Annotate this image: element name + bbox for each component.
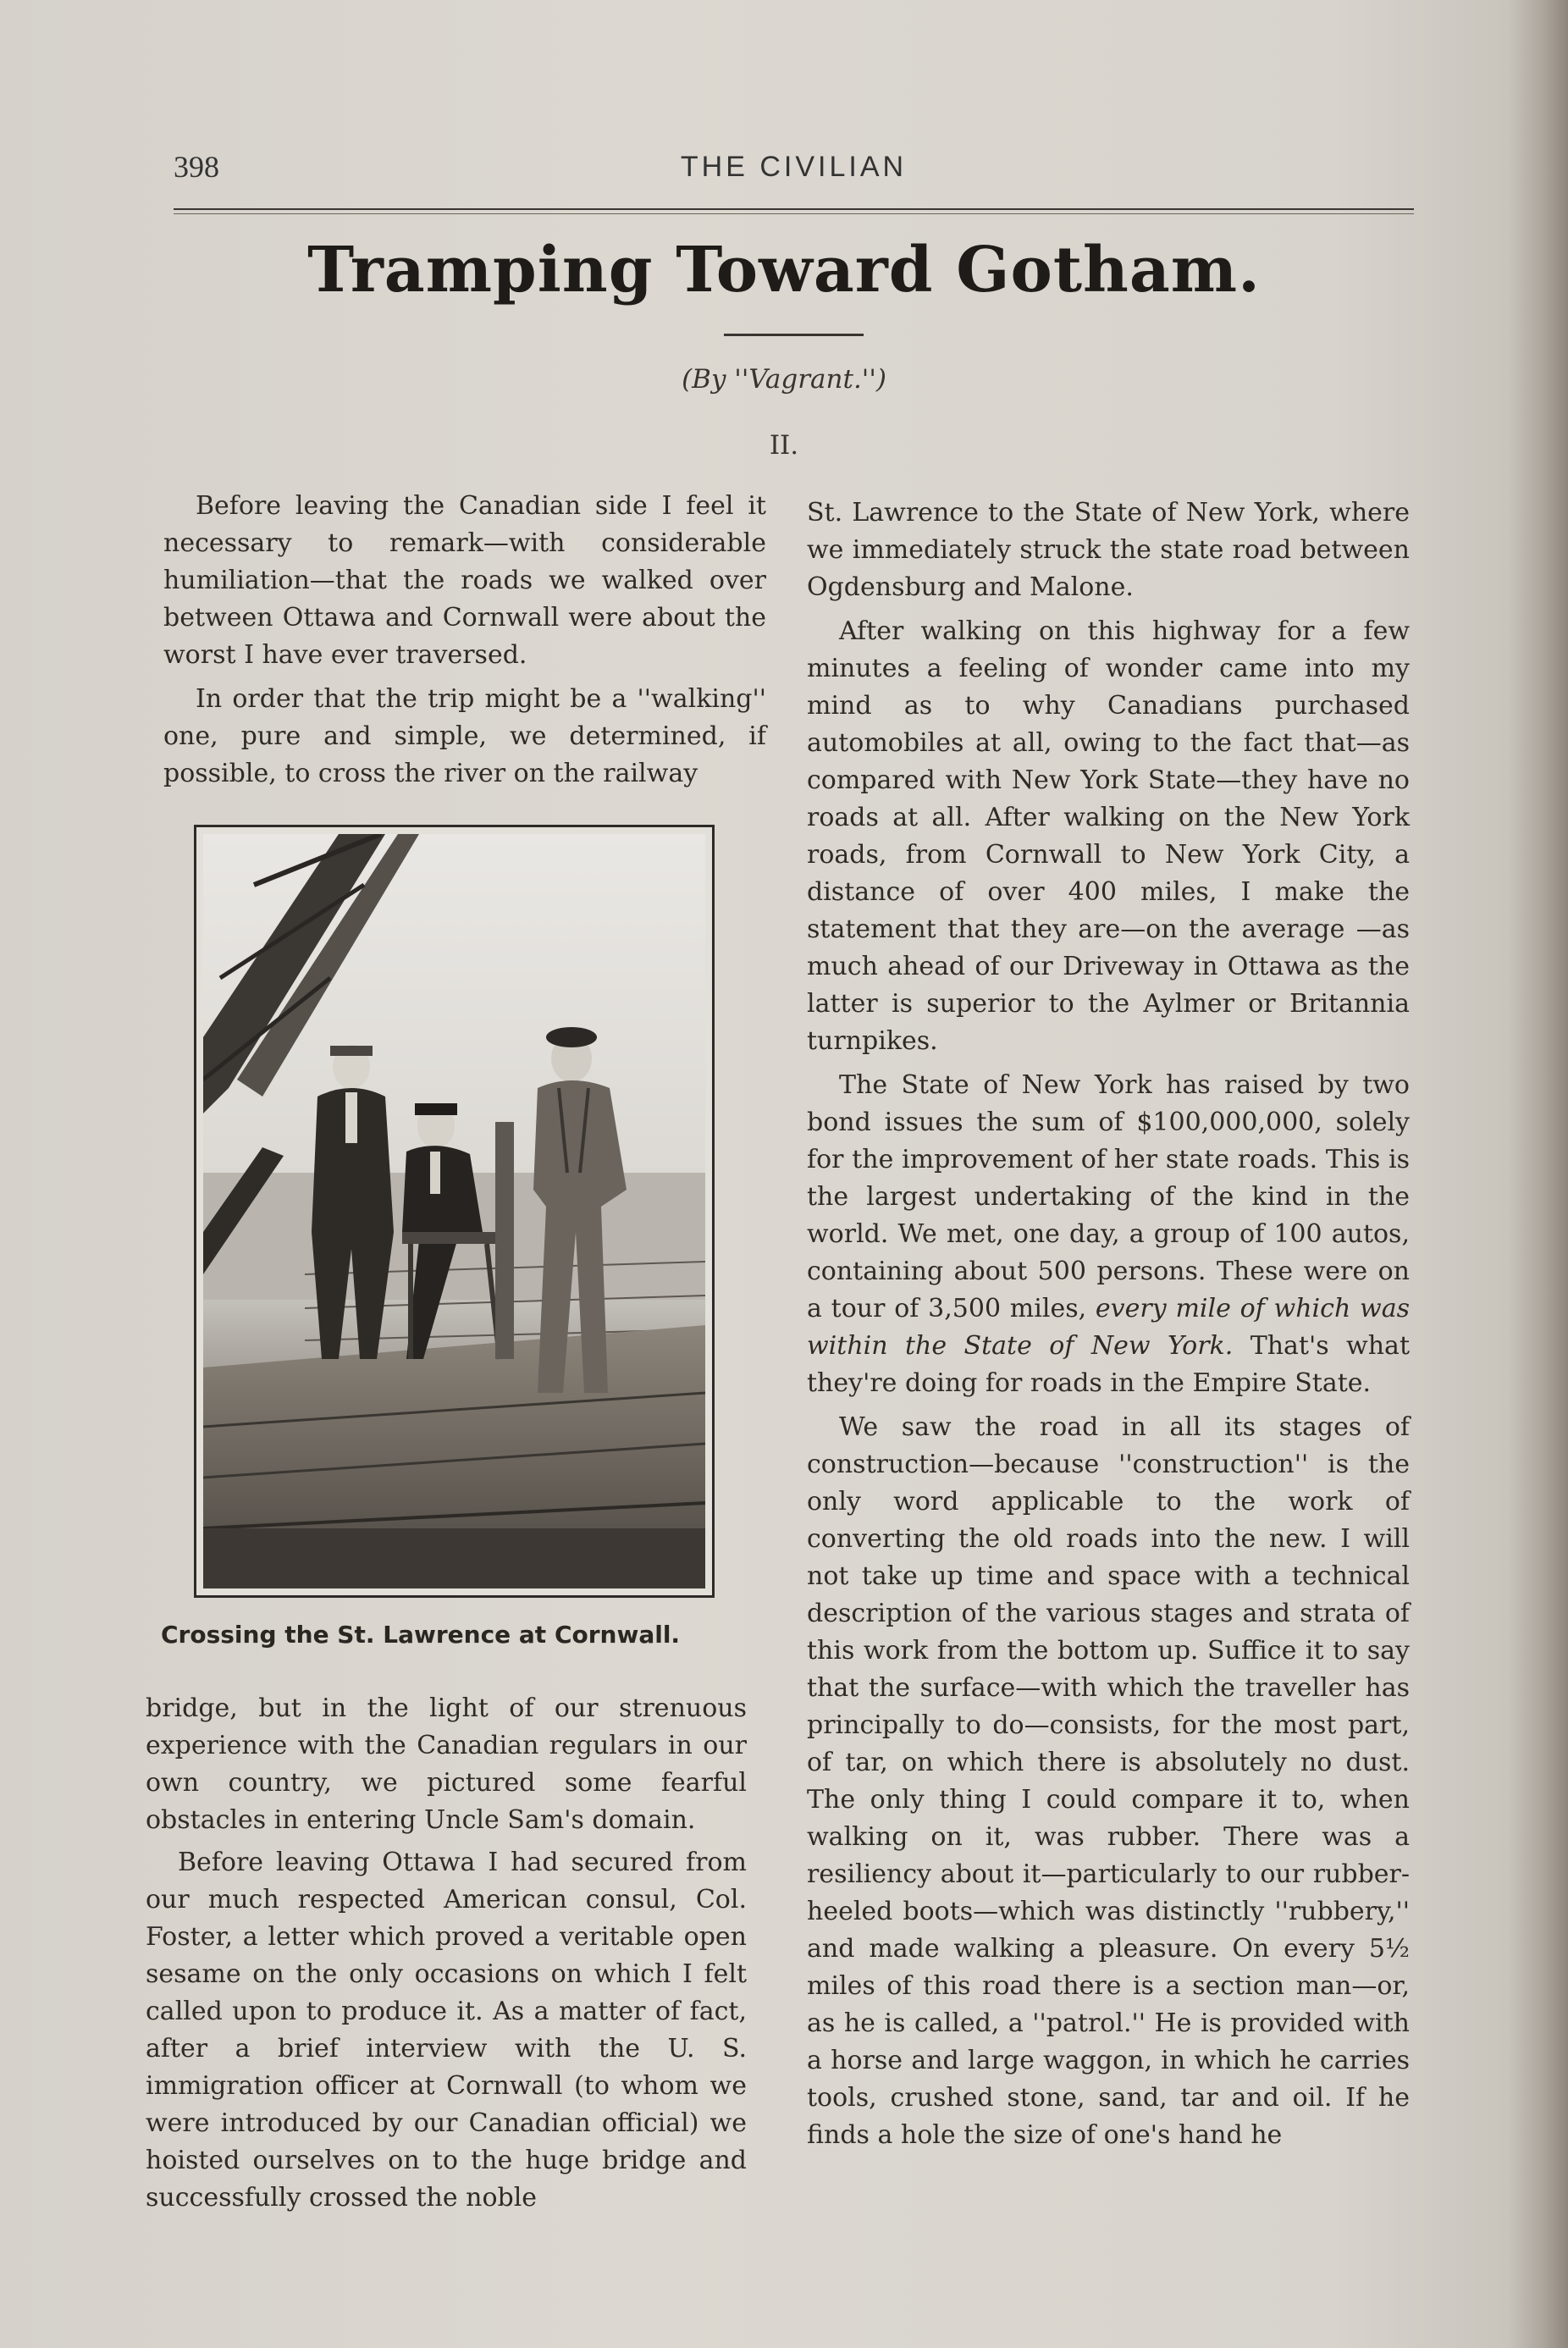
text-run: That's what they're doing for roads in the Empire State. [807,1331,1410,1398]
paragraph: bridge, but in the light of our strenuous experience with the Canadian regulars in our own country, we pictured some fearful obstacles in entering Uncle Sam's domain. [146,1693,747,1835]
header-rule-thin [174,213,1414,214]
emphasis-text: every mile of which was within the State of New York. [807,1294,1410,1361]
page-header [174,149,1414,183]
article-byline: (By ''Vagrant.'') [682,364,886,395]
paragraph: In order that the trip might be a ''walking'' one, pure and simple, we determined, if possible, to cross the river on the railway [163,684,766,788]
paragraph: After walking on this highway for a few minutes a feeling of wonder came into my mind as to why Canadians purchased automobiles at all, owing to the fact that—as compared with New York State—they have no roads at all. After walking on the New York roads, from Cornwall to New York City, a distance of over 400 miles, I make the statement that they are—on the average —as much ahead of our Driveway in Ottawa as the latter is superior to the Aylmer or Britannia turnpikes. [807,616,1410,1056]
photograph-frame [194,825,715,1598]
page-number: 398 [174,150,219,184]
paragraph: Before leaving Ottawa I had secured from our much respected American consul, Col. Foster, a letter which proved a veritable open sesame on the only occasions on which I felt called upon to produce it. As a matter of fact, after a brief interview with the U. S. immigration officer at Cornwall (to whom we were introduced by our Canadian official) we hoisted ourselves on to the huge bridge and successfully crossed the noble [146,1848,747,2213]
right-column [807,494,1410,2161]
running-title: THE CIVILIAN [680,151,908,183]
paragraph: We saw the road in all its stages of construction—because ''construction'' is the only word applicable to the work of converting the old roads into the new. I will not take up time and space with a technical description of the various stages and strata of this work from the bottom up. Suffice it to say that the surface—with which the traveller has principally to do—consists, for the most part, of tar, on which there is absolutely no dust. The only thing I could compare it to, when walking on it, was rubber. There was a resiliency about it—particularly to our rubber-heeled boots—which was distinctly ''rubbery,'' and made walking a pleasure. On every 5½ miles of this road there is a section man—or, as he is called, a ''patrol.'' He is provided with a horse and large waggon, in which he carries tools, crushed stone, sand, tar and oil. If he finds a hole the size of one's hand he [807,1412,1410,2150]
paragraph: St. Lawrence to the State of New York, where we immediately struck the state road between Ogdensburg and Malone. [807,498,1410,602]
paragraph [807,1067,1410,1402]
part-number: II. [769,430,799,461]
header-rule [174,208,1414,210]
figure-caption: Crossing the St. Lawrence at Cornwall. [161,1621,681,1649]
paragraph: Before leaving the Canadian side I feel it necessary to remark—with considerable humiliation—that the roads we walked over between Ottawa and Cornwall were about the worst I have ever traversed. [163,491,766,670]
bridge-photograph [203,834,705,1588]
title-divider [724,334,864,336]
left-column-top [163,488,766,799]
left-column-bottom [146,1690,747,2222]
article-title: Tramping Toward Gotham. [307,234,1261,307]
text-run: The State of New York has raised by two bond issues the sum of $100,000,000, solely for the improvement of her state roads. This is the largest undertaking of the kind in the world. We met, one day, a group of 100 autos, containing about 500 persons. These were on a tour of 3,500 miles, [807,1070,1410,1323]
page-binding-shadow [1509,0,1568,2348]
